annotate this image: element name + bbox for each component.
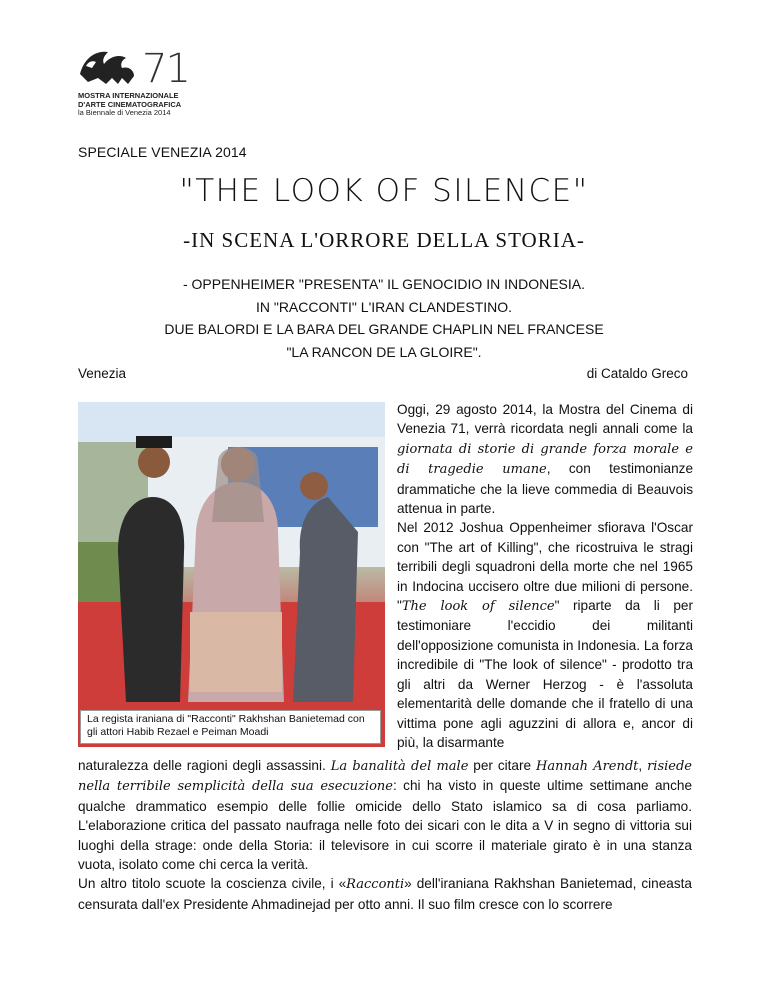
deck-line: IN "RACCONTI" L'IRAN CLANDESTINO. [255,298,513,315]
text-run: , con testimonianze drammatiche che la lieve commedia di Beauvois attenua in parte. [397,461,694,517]
dateline-place: Venezia [78,366,127,381]
logo-line-1: MOSTRA INTERNAZIONALE [78,91,179,100]
italic-quote: giornata di storie di grande forza morale e di tragedie umane [397,441,693,478]
logo-text [78,92,188,118]
italic-quote: risiede nella terribile semplicità della sua esecuzione [78,759,692,795]
deck-line: "LA RANCON DE LA GLOIRE". [286,343,482,360]
italic-name: Hannah Arendt [535,759,639,774]
article-title: "THE LOOK OF SILENCE" [179,173,589,209]
logo-number: 71 [142,46,189,92]
text-run: Oggi, 29 agosto 2014, la Mostra del Cinema di Venezia 71, verrà ricordata negli annali come la [397,402,693,437]
text-run: , [638,758,648,773]
festival-logo [78,44,188,118]
section-kicker: SPECIALE VENEZIA 2014 [78,144,247,160]
text-run: Nel 2012 Joshua Oppenheimer sfiorava l'Oscar con "The art of Killing", che ricostruiva le stragi terribili degli squadroni della morte che nel 1965 in Indocina uccisero oltre due milioni di persone. " [397,520,693,614]
red-carpet-photo [78,402,385,747]
paragraph [397,518,693,752]
paragraph [397,400,693,518]
article-deck [0,273,768,363]
article-body [78,756,692,914]
text-run: " riparte da li per testimoniare l'eccidio dei militanti dell'opposizione comunista in Indonesia. La forza incredibile di "The look of silence" - prodotto tra gli altri da Werner Herzog - è l'assoluta elementarità delle domande che il fratello di una vittima pone agli aguzzini di allora e, ancor di più, la disarmante [397,598,693,750]
photo-caption: La regista iraniana di "Racconti" Rakhshan Banietemad con gli attori Habib Rezael e Peiman Moadi [80,710,381,744]
article-subtitle: -IN SCENA L'ORRORE DELLA STORIA- [183,228,585,252]
text-run: » dell'iraniana Rakhshan Banietemad, cineasta censurata dall'ex Presidente Ahmadinejad per otto anni. Il suo film cresce con lo scorrere [78,876,692,912]
article-column [397,400,693,752]
text-run: Un altro titolo scuote la coscienza civile, i « [78,876,347,892]
paragraph [78,756,692,874]
text-run: : chi ha visto in queste ultime settimane anche qualche drammatico esempio delle follie omicide dello Stato islamico sa di cosa parliamo. L'elaborazione critica del passato naufraga nelle foto dei sicari con le dita a V in segno di vittoria sui luoghi della strage: onde della Storia: il televisore in cui scorre il materiale girato è in una stanza vuota, isolato come chi cerca la verità. [78,778,692,873]
logo-line-2: D'ARTE CINEMATOGRAFICA [78,99,182,109]
italic-film-title: The look of silence [401,599,555,615]
deck-line: - OPPENHEIMER "PRESENTA" IL GENOCIDIO IN INDONESIA. [182,276,585,292]
paragraph [78,874,692,914]
photo-illustration [78,402,385,747]
italic-film-title: Racconti [346,877,405,893]
deck-line: DUE BALORDI E LA BARA DEL GRANDE CHAPLIN NEL FRANCESE [164,321,604,337]
byline: di Cataldo Greco [586,366,688,381]
text-run: naturalezza delle ragioni degli assassini. [78,758,331,773]
text-run: per citare [468,758,536,773]
italic-quote: La banalità del male [330,759,469,774]
logo-line-3: la Biennale di Venezia 2014 [78,108,171,117]
